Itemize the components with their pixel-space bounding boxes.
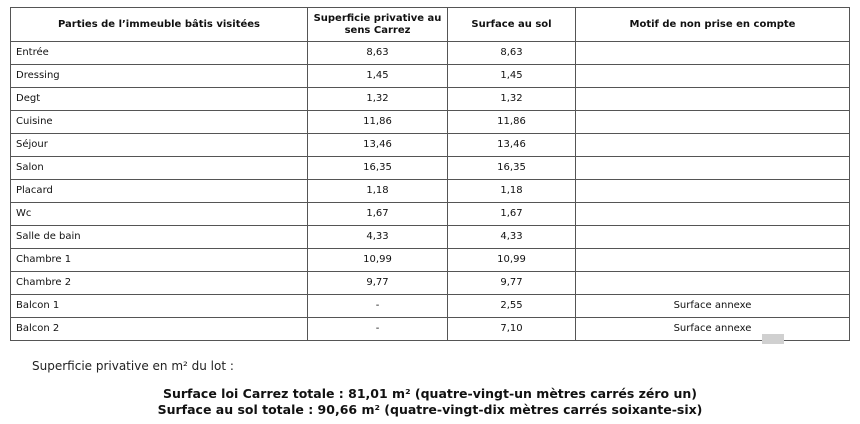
table-row — [11, 88, 850, 111]
table-row — [11, 226, 850, 249]
table-row — [11, 111, 850, 134]
cell-piece: Balcon 2 — [11, 318, 308, 341]
table-row — [11, 203, 850, 226]
cell-carrez: 1,18 — [308, 180, 448, 203]
cell-carrez: 1,32 — [308, 88, 448, 111]
cell-sol: 4,33 — [448, 226, 576, 249]
watermark-mark — [762, 334, 784, 344]
cell-piece: Balcon 1 — [11, 295, 308, 318]
cell-sol: 1,32 — [448, 88, 576, 111]
cell-piece: Placard — [11, 180, 308, 203]
cell-piece: Dressing — [11, 65, 308, 88]
cell-piece: Degt — [11, 88, 308, 111]
cell-carrez: 13,46 — [308, 134, 448, 157]
cell-sol: 11,86 — [448, 111, 576, 134]
cell-carrez: - — [308, 318, 448, 341]
cell-sol: 13,46 — [448, 134, 576, 157]
cell-piece: Cuisine — [11, 111, 308, 134]
cell-piece: Chambre 1 — [11, 249, 308, 272]
cell-motif — [576, 134, 850, 157]
header-sol: Surface au sol — [448, 8, 576, 42]
cell-sol: 1,45 — [448, 65, 576, 88]
table-body — [11, 42, 850, 341]
cell-piece: Entrée — [11, 42, 308, 65]
cell-carrez: 11,86 — [308, 111, 448, 134]
table-row — [11, 249, 850, 272]
cell-sol: 2,55 — [448, 295, 576, 318]
cell-motif — [576, 157, 850, 180]
cell-piece: Séjour — [11, 134, 308, 157]
cell-carrez: 10,99 — [308, 249, 448, 272]
table-row — [11, 318, 850, 341]
table-row — [11, 157, 850, 180]
cell-sol: 1,67 — [448, 203, 576, 226]
surface-table — [10, 7, 850, 341]
cell-carrez: 1,45 — [308, 65, 448, 88]
table-row — [11, 42, 850, 65]
cell-motif: Surface annexe — [576, 318, 850, 341]
cell-sol: 10,99 — [448, 249, 576, 272]
cell-motif — [576, 226, 850, 249]
cell-motif — [576, 249, 850, 272]
cell-carrez: 1,67 — [308, 203, 448, 226]
header-motif: Motif de non prise en compte — [576, 8, 850, 42]
cell-carrez: - — [308, 295, 448, 318]
cell-sol: 7,10 — [448, 318, 576, 341]
cell-sol: 1,18 — [448, 180, 576, 203]
cell-motif — [576, 180, 850, 203]
cell-motif — [576, 42, 850, 65]
cell-piece: Wc — [11, 203, 308, 226]
cell-motif — [576, 88, 850, 111]
summary-carrez-total: Surface loi Carrez totale : 81,01 m² (quatre-vingt-un mètres carrés zéro un) — [162, 386, 698, 401]
cell-carrez: 9,77 — [308, 272, 448, 295]
cell-motif — [576, 272, 850, 295]
cell-piece: Salon — [11, 157, 308, 180]
cell-motif — [576, 111, 850, 134]
cell-motif — [576, 203, 850, 226]
header-carrez: Superficie privative au sens Carrez — [308, 8, 448, 42]
cell-piece: Chambre 2 — [11, 272, 308, 295]
cell-motif: Surface annexe — [576, 295, 850, 318]
table-row — [11, 272, 850, 295]
cell-sol: 16,35 — [448, 157, 576, 180]
cell-sol: 9,77 — [448, 272, 576, 295]
cell-carrez: 16,35 — [308, 157, 448, 180]
table-row — [11, 180, 850, 203]
cell-carrez: 4,33 — [308, 226, 448, 249]
table-header-row — [11, 8, 850, 42]
cell-piece: Salle de bain — [11, 226, 308, 249]
table-row — [11, 134, 850, 157]
cell-sol: 8,63 — [448, 42, 576, 65]
cell-motif — [576, 65, 850, 88]
header-parties: Parties de l’immeuble bâtis visitées — [11, 8, 308, 42]
table-row — [11, 65, 850, 88]
table-row — [11, 295, 850, 318]
summary-intro: Superficie privative en m² du lot : — [32, 359, 234, 373]
summary-sol-total: Surface au sol totale : 90,66 m² (quatre-vingt-dix mètres carrés soixante-six) — [157, 402, 703, 417]
cell-carrez: 8,63 — [308, 42, 448, 65]
